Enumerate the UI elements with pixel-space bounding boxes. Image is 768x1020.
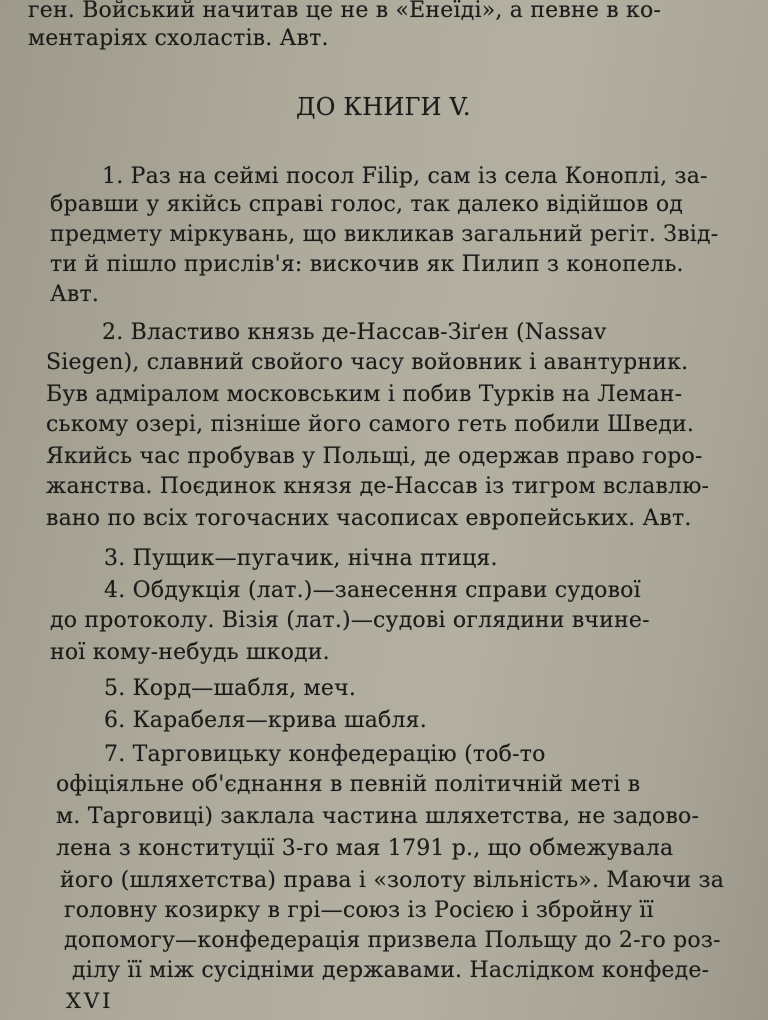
text-line-17: до протоколу. Візія (лат.)—судові оглядини вчине- bbox=[50, 608, 650, 633]
text-line-3: 1. Раз на сеймі посол Filip, сам із села Коноплі, за- bbox=[102, 164, 708, 189]
text-line-10: Був адміралом московським і побив Турків на Леман- bbox=[46, 382, 683, 407]
page-number: XVI bbox=[66, 989, 114, 1013]
text-line-24: лена з конституції 3-го мая 1791 р., що обмежувала bbox=[56, 836, 674, 861]
section-heading: ДО КНИГИ V. bbox=[296, 93, 471, 121]
text-line-12: Якийсь час пробував у Польщі, де одержав право горо- bbox=[46, 444, 703, 469]
text-line-9: Siegen), славний свойого часу войовник і авантурник. bbox=[46, 350, 689, 375]
text-line-5: предмету міркувань, що викликав загальний регіт. Звід- bbox=[50, 222, 719, 247]
text-line-7: Авт. bbox=[50, 282, 100, 307]
text-line-15: 3. Пущик—пугачик, нічна птиця. bbox=[104, 546, 498, 571]
text-line-8: 2. Властиво князь де-Нассав-Зіґен (Nassav bbox=[102, 320, 607, 345]
text-line-26: головну козирку в грі—союз із Росією і збройну її bbox=[64, 898, 654, 923]
text-line-27: допомогу—конфедерація призвела Польщу до 2-го роз- bbox=[64, 928, 721, 953]
text-line-22: офіціяльне об'єднання в певній політичній меті в bbox=[56, 772, 641, 797]
text-line-16: 4. Обдукція (лат.)—занесення справи судової bbox=[104, 578, 641, 603]
text-line-18: ної кому-небудь шкоди. bbox=[50, 640, 330, 665]
text-line-2: ментаріях схоластів. Авт. bbox=[28, 26, 329, 51]
text-line-28: ділу її між сусідніми державами. Наслідком конфеде- bbox=[72, 958, 710, 983]
text-line-4: бравши у якійсь справі голос, так далеко відійшов од bbox=[50, 192, 684, 217]
text-line-19: 5. Корд—шабля, меч. bbox=[104, 676, 357, 701]
text-line-23: м. Тарговиці) заклала частина шляхетства, не задово- bbox=[56, 804, 700, 829]
text-line-13: жанства. Поєдинок князя де-Нассав із тигром вславлю- bbox=[46, 474, 710, 499]
text-line-25: його (шляхетства) права і «золоту вільність». Маючи за bbox=[60, 868, 725, 893]
text-line-20: 6. Карабеля—крива шабля. bbox=[104, 708, 427, 733]
text-line-21: 7. Тарговицьку конфедерацію (тоб-то bbox=[104, 742, 546, 767]
text-line-1: ген. Войський начитав це не в «Енеїді», а певне в ко- bbox=[28, 0, 662, 23]
text-line-6: ти й пішло прислів'я: вискочив як Пилип з конопель. bbox=[50, 252, 684, 277]
text-line-14: вано по всіх тогочасних часописах европейських. Авт. bbox=[46, 506, 692, 531]
text-line-11: ському озері, пізніше його самого геть побили Шведи. bbox=[46, 412, 695, 437]
